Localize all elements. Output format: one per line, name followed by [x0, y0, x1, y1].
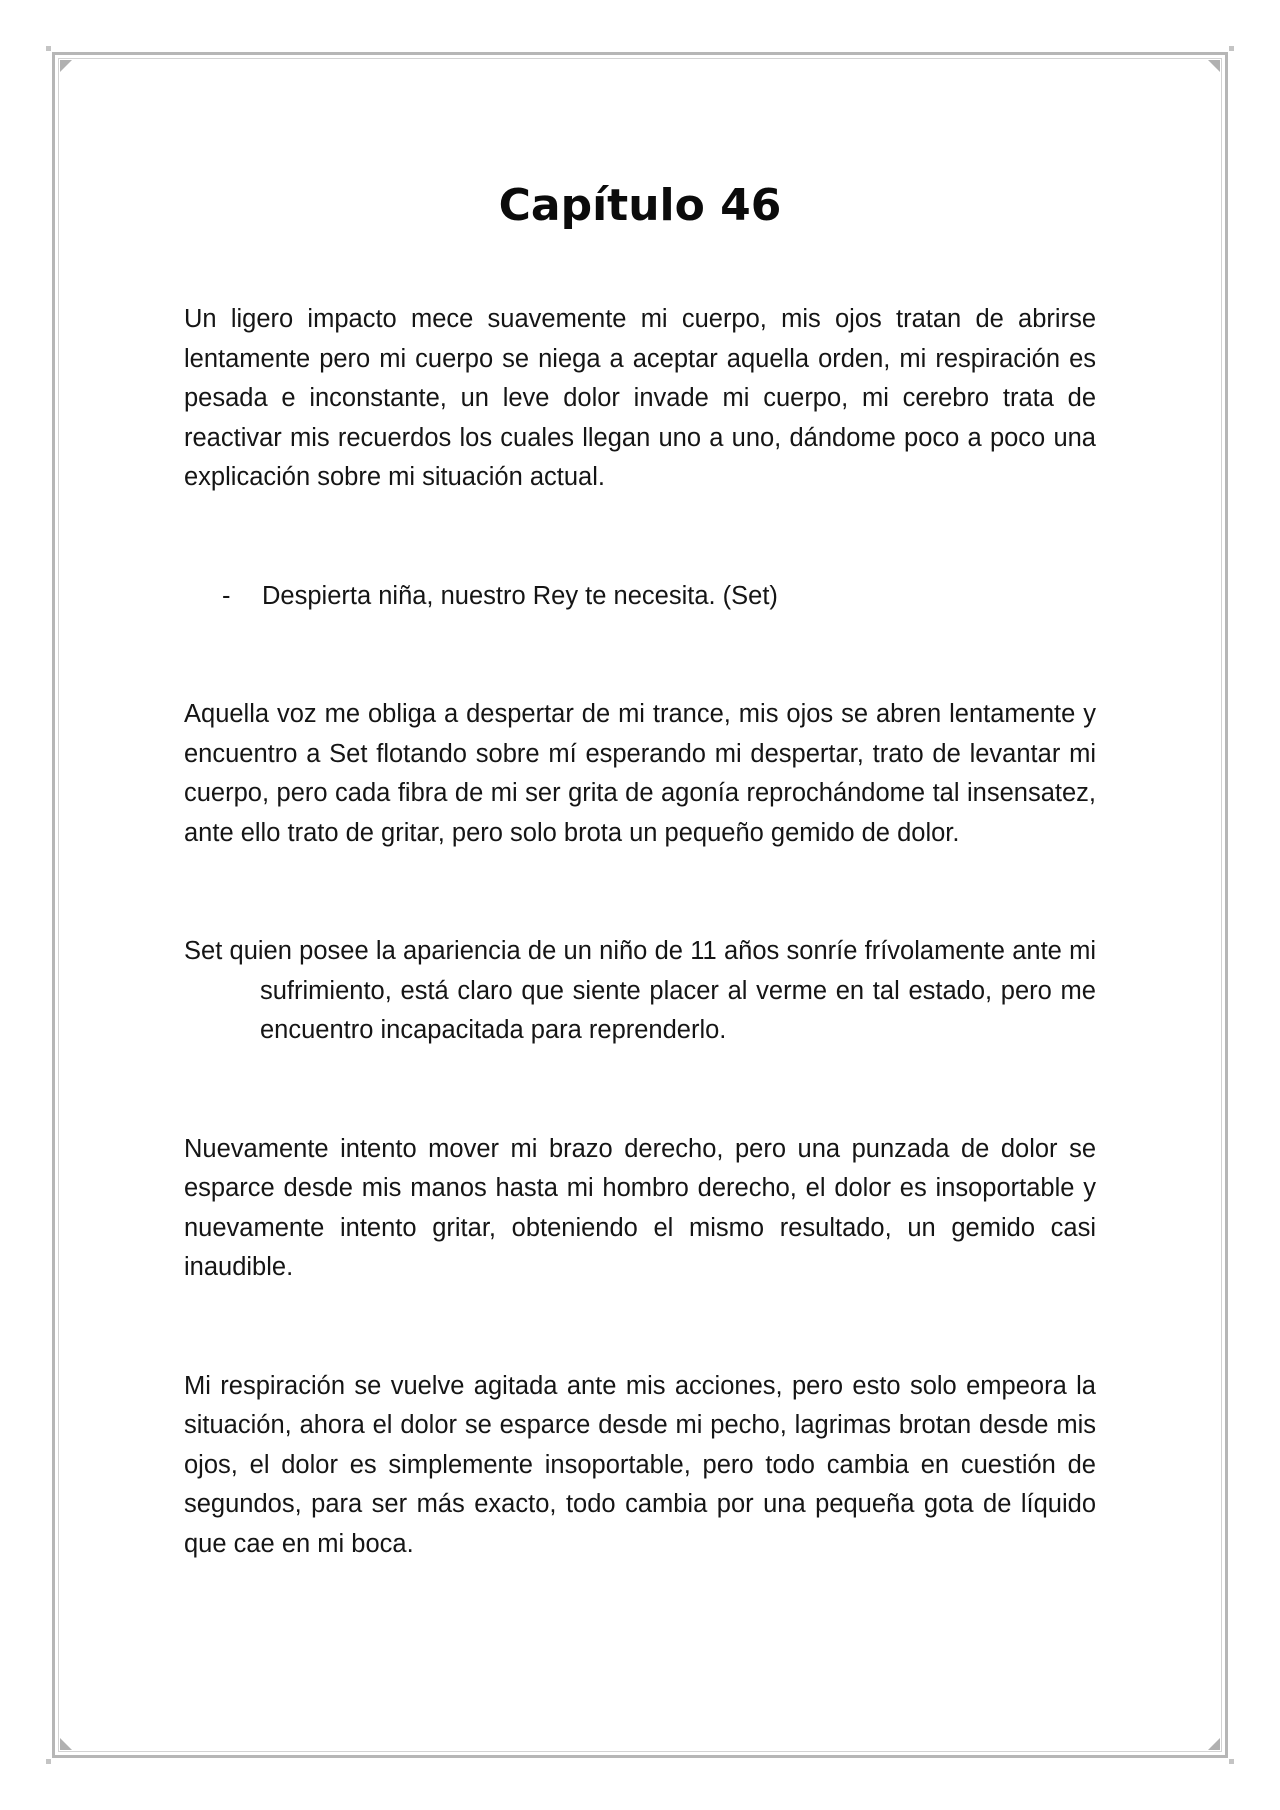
corner-ornament-icon [60, 60, 74, 74]
chapter-body [184, 300, 1096, 1564]
dialogue-dash: - [222, 581, 231, 610]
corner-ornament-icon [60, 1736, 74, 1750]
frame-dot [1229, 1759, 1234, 1764]
paragraph: Nuevamente intento mover mi brazo derecho, pero una punzada de dolor se esparce desde mis manos hasta mi hombro derecho, el dolor es insoportable y nuevamente intento gritar, obteniendo el mismo resultado, un gemido casi inaudible. [184, 1134, 1096, 1281]
paragraph: Un ligero impacto mece suavemente mi cuerpo, mis ojos tratan de abrirse lentamente pero mi cuerpo se niega a aceptar aquella orden, mi respiración es pesada e inconstante, un leve dolor invade mi cuerpo, mi cerebro trata de reactivar mis recuerdos los cuales llegan uno a uno, dándome poco a poco una explicación sobre mi situación actual. [184, 305, 1096, 491]
paragraph: Aquella voz me obliga a despertar de mi trance, mis ojos se abren lentamente y encuentro a Set flotando sobre mí esperando mi despertar, trato de levantar mi cuerpo, pero cada fibra de mi ser grita de agonía reprochándome tal insensatez, ante ello trato de gritar, pero solo brota un pequeño gemido de dolor. [184, 700, 1096, 847]
dialogue-text: Despierta niña, nuestro Rey te necesita. (Set) [262, 581, 778, 610]
corner-ornament-icon [1206, 1736, 1220, 1750]
paragraph: Set quien posee la apariencia de un niño de 11 años sonríe frívolamente ante mi sufrimiento, está claro que siente placer al verme en tal estado, pero me encuentro incapacitada para reprenderlo. [184, 937, 1096, 1044]
dialogue-line [184, 577, 1096, 617]
frame-dot [46, 1759, 51, 1764]
chapter-title: Capítulo 46 [498, 180, 782, 231]
corner-ornament-icon [1206, 60, 1220, 74]
paragraph: Mi respiración se vuelve agitada ante mis acciones, pero esto solo empeora la situación, ahora el dolor se esparce desde mi pecho, lagrimas brotan desde mis ojos, el dolor es simplemente insoportable, pero todo cambia en cuestión de segundos, para ser más exacto, todo cambia por una pequeña gota de líquido que cae en mi boca. [184, 1371, 1096, 1558]
frame-dot [1229, 46, 1234, 51]
frame-dot [46, 46, 51, 51]
